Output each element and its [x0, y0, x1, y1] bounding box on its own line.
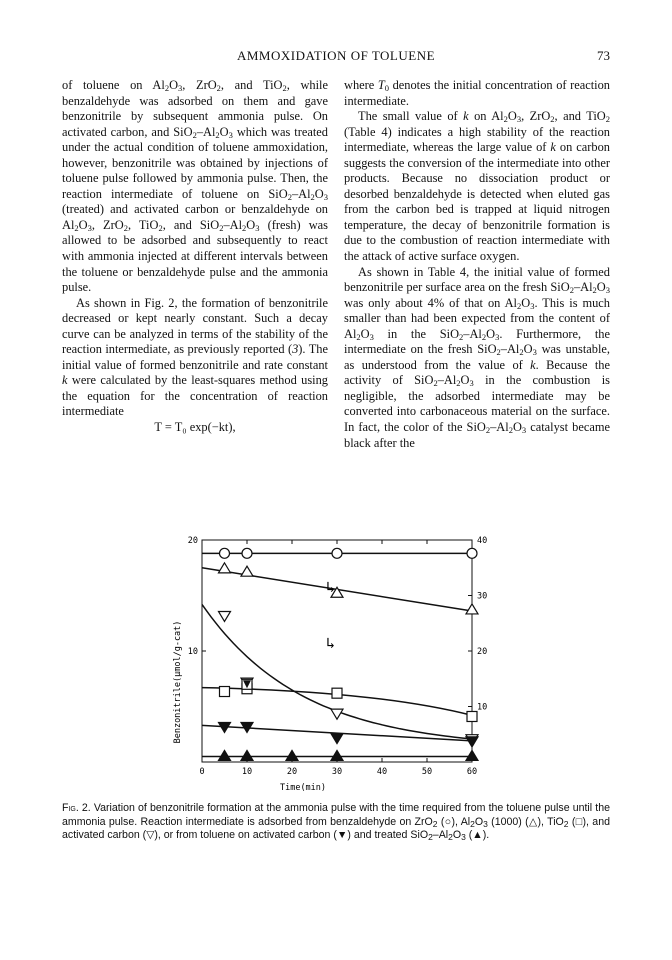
- x-axis-label: Time(min): [279, 783, 327, 793]
- data-point-circle-open-2: [332, 548, 342, 558]
- data-point-triangle-down-open-2: [331, 709, 343, 719]
- x-tick-label-6: 60: [466, 767, 478, 777]
- running-title: AMMOXIDATION OF TOLUENE: [236, 48, 436, 63]
- y-right-tick-label-1: 20: [477, 647, 488, 657]
- page-number: 73: [597, 48, 610, 63]
- figure-2: [168, 532, 508, 797]
- left-paragraph-1: of toluene on $Al_2O_3$, ZrO$_2$, and TiO$_2$, while benzaldehyde was adsorbed on them and gave benzonitrile by subsequent ammonia pulse. On activated carbon, and $SiO_2-Al_2O_3$ which was treated under the actual condition of toluene ammoxidation, however, benzonitrile was obtained by injections of toluene pulse followed by ammonia pulse. Then, the reaction intermediate of toluene on $SiO_2-Al_2O_3$ (treated) and activated carbon or benzaldehyde on $Al_2O_3$, ZrO$_2$, TiO$_2$, and $SiO_2-Al_2O_3$ (fresh) was allowed to be adsorbed and subsequently to react with ammonia injected at different intervals between the toluene or benzaldehyde pulse and the ammonia pulse.: [62, 78, 329, 295]
- x-tick-label-4: 40: [376, 767, 388, 777]
- x-tick-label-0: 0: [199, 767, 205, 777]
- reference-link[interactable]: 3: [292, 342, 299, 357]
- running-header: [62, 48, 610, 66]
- right-column: [344, 78, 610, 451]
- data-point-triangle-up-open-3: [466, 604, 478, 614]
- data-point-triangle-up-filled-3: [331, 750, 343, 760]
- data-point-triangle-up-filled-0: [219, 750, 231, 760]
- equation: T = T₀ exp(−kt),: [154, 420, 236, 435]
- data-point-circle-open-3: [467, 548, 477, 558]
- y-right-tick-label-3: 40: [477, 536, 488, 546]
- left-paragraph-2: As shown in Fig. 2, the formation of benzonitrile decreased or kept nearly constant. Such a decay curve can be analyzed in terms of the stability of the reaction intermediate, as previously reported (3). The initial value of formed benzonitrile and rate constant k were calculated by the least-squares method using the equation for the concentration of reaction intermediate: [62, 295, 328, 419]
- data-point-circle-open-0: [220, 548, 230, 558]
- data-point-square-open-0: [220, 687, 230, 697]
- x-tick-label-3: 30: [331, 767, 343, 777]
- figure-caption: Fig. 2. Variation of benzonitrile formation at the ammonia pulse with the time required from the toluene pulse until the ammonia pulse. Reaction intermediate is adsorbed from benzaldehyde on ZrO$_2$ (○), $Al_2O_3$ (1000) (△), TiO$_2$ (□), and activated carbon (▽), or from toluene on activated carbon (▼) and treated $SiO_2-Al_2O_3$ (▲).: [62, 802, 610, 842]
- left-column: [62, 78, 328, 436]
- right-paragraph-3: As shown in Table 4, the initial value of formed benzonitrile per surface area on the fresh $SiO_2-Al_2O_3$ was only about 4% of that on $Al_2O_3$. This is much smaller than had been expected from the content of $Al_2O_3$ in the $SiO_2-Al_2O_3$. Furthermore, the intermediate on the fresh $SiO_2-Al_2O_3$ was unstable, as understood from the value of k. Because the activity of $SiO_2-Al_2O_3$ in the combustion is negligible, the adsorbed intermediate may be converted into carbonaceous material on the surface. In fact, the color of the $SiO_2-Al_2O_3$ catalyst became black after the: [344, 264, 610, 450]
- caption-label: Fig. 2.: [62, 802, 91, 814]
- y-axis-label: Benzonitrile(μmol/g-cat): [173, 620, 183, 744]
- x-tick-label-5: 50: [421, 767, 433, 777]
- arrow-annotation-1: ↳: [326, 578, 336, 596]
- data-point-triangle-up-open-0: [219, 563, 231, 573]
- right-paragraph-2: The small value of k on $Al_2O_3$, ZrO$_2$, and TiO$_2$ (Table 4) indicates a high stability of the reaction intermediate, whereas the large value of k on carbon suggests the conversion of the intermediate into other products. Because no dissociation product or desorbed benzaldehyde is detected when eluted gas from the carbon bed is trapped at liquid nitrogen temperature, the decay of benzonitrile formation is due to the combustion of reaction intermediate with the attack of active surface oxygen.: [344, 109, 611, 264]
- y-left-tick-label-0: 10: [187, 647, 198, 657]
- x-tick-label-2: 20: [286, 767, 298, 777]
- arrow-annotation-2: ↳: [326, 634, 336, 652]
- data-point-square-open-3: [467, 711, 477, 721]
- y-right-tick-label-2: 30: [477, 591, 488, 602]
- data-point-triangle-up-filled-1: [241, 750, 253, 760]
- data-point-triangle-down-open-0: [219, 611, 231, 621]
- benzonitrile-chart: [168, 532, 508, 797]
- data-point-triangle-up-filled-2: [286, 750, 298, 760]
- y-left-tick-label-1: 20: [187, 536, 198, 546]
- data-point-triangle-down-filled-2: [331, 734, 343, 744]
- data-point-square-open-2: [332, 688, 342, 698]
- y-right-tick-label-0: 10: [477, 702, 488, 713]
- x-tick-label-1: 10: [241, 767, 253, 777]
- right-paragraph-1: where $T_0$ denotes the initial concentration of reaction intermediate.: [344, 78, 610, 108]
- data-point-triangle-up-open-1: [241, 566, 253, 576]
- data-point-triangle-up-filled-4: [466, 750, 478, 760]
- data-point-circle-open-1: [242, 548, 252, 558]
- data-point-triangle-down-filled-3: [466, 737, 478, 747]
